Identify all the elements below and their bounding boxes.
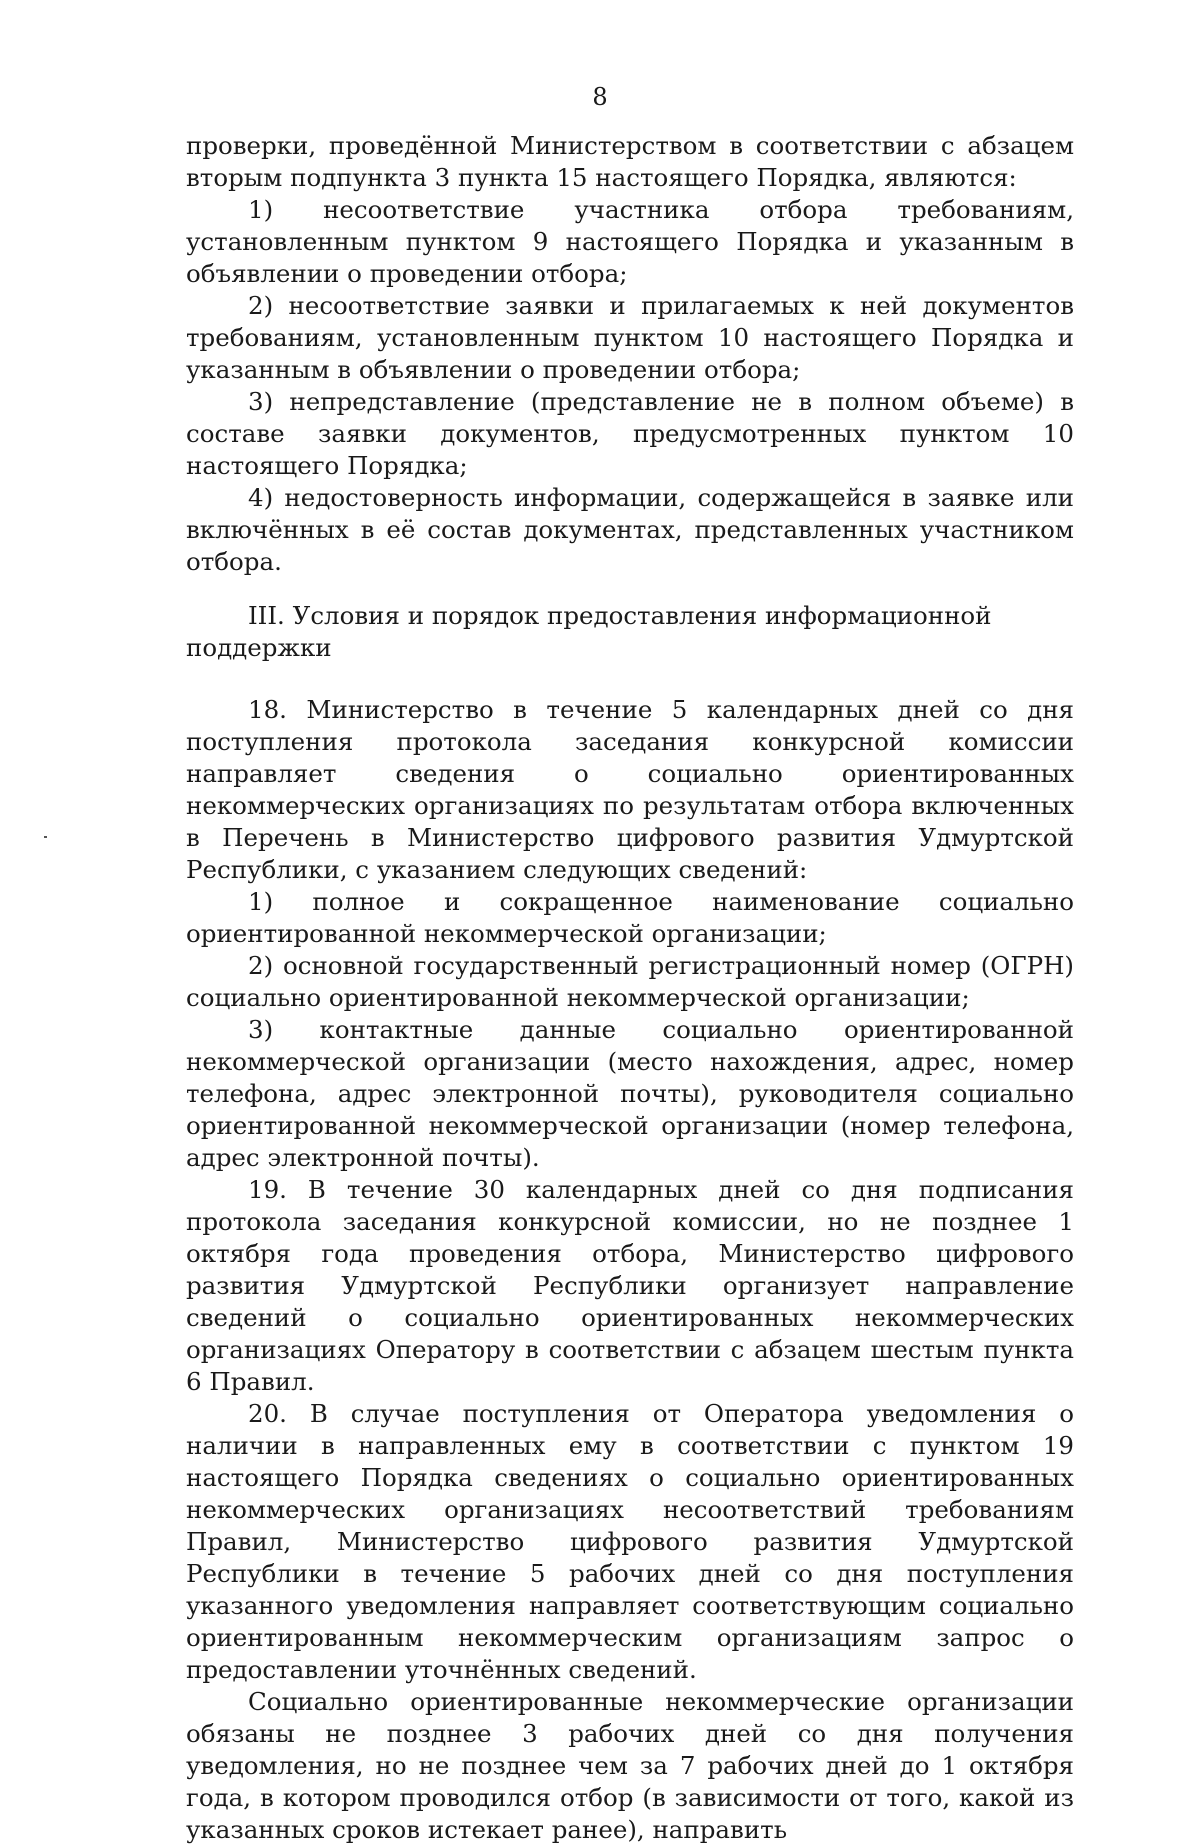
list-item-18-1: 1) полное и сокращенное наименование социально ориентированной некоммерческой организации; bbox=[186, 887, 1074, 948]
list-item-4: 4) недостоверность информации, содержащейся в заявке или включённых в её состав документах, представленных участником отбора. bbox=[186, 483, 1074, 576]
paragraph-20-continuation: Социально ориентированные некоммерческие организации обязаны не позднее 3 рабочих дней со дня получения уведомления, но не позднее чем за 7 рабочих дней до 1 октября года, в котором проводился отбор (в зависимости от того, какой из указанных сроков истекает ранее), направить bbox=[186, 1687, 1074, 1844]
paragraph-continuation: проверки, проведённой Министерством в соответствии с абзацем вторым подпункта 3 пункта 15 настоящего Порядка, являются: bbox=[186, 131, 1074, 192]
paragraph-19: 19. В течение 30 календарных дней со дня подписания протокола заседания конкурсной комиссии, но не позднее 1 октября года проведения отбора, Министерство цифрового развития Удмуртской Республики организует направление сведений о социально ориентированных некоммерческих организациях Оператору в соответствии с абзацем шестым пункта 6 Правил. bbox=[186, 1175, 1074, 1396]
list-item-3: 3) непредставление (представление не в полном объеме) в составе заявки документов, предусмотренных пунктом 10 настоящего Порядка; bbox=[186, 387, 1074, 480]
document-body bbox=[186, 130, 1074, 1846]
list-item-18-3: 3) контактные данные социально ориентированной некоммерческой организации (место нахождения, адрес, номер телефона, адрес электронной почты), руководителя социально ориентированной некоммерческой организации (номер телефона, адрес электронной почты). bbox=[186, 1015, 1074, 1172]
page-number: 8 bbox=[592, 83, 608, 111]
section-heading: III. Условия и порядок предоставления информационной поддержки bbox=[186, 601, 992, 662]
list-item-1: 1) несоответствие участника отбора требованиям, установленным пунктом 9 настоящего Порядка и указанным в объявлении о проведении отбора; bbox=[186, 195, 1074, 288]
list-item-2: 2) несоответствие заявки и прилагаемых к ней документов требованиям, установленным пунктом 10 настоящего Порядка и указанным в объявлении о проведении отбора; bbox=[186, 291, 1074, 384]
paragraph-20: 20. В случае поступления от Оператора уведомления о наличии в направленных ему в соответствии с пунктом 19 настоящего Порядка сведениях о социально ориентированных некоммерческих организациях несоответствий требованиям Правил, Министерство цифрового развития Удмуртской Республики в течение 5 рабочих дней со дня поступления указанного уведомления направляет соответствующим социально ориентированным некоммерческим организациям запрос о предоставлении уточнённых сведений. bbox=[186, 1399, 1074, 1684]
scan-speck bbox=[44, 836, 47, 838]
paragraph-18: 18. Министерство в течение 5 календарных дней со дня поступления протокола заседания конкурсной комиссии направляет сведения о социально ориентированных некоммерческих организациях по результатам отбора включенных в Перечень в Министерство цифрового развития Удмуртской Республики, с указанием следующих сведений: bbox=[186, 695, 1074, 884]
list-item-18-2: 2) основной государственный регистрационный номер (ОГРН) социально ориентированной некоммерческой организации; bbox=[186, 951, 1074, 1012]
